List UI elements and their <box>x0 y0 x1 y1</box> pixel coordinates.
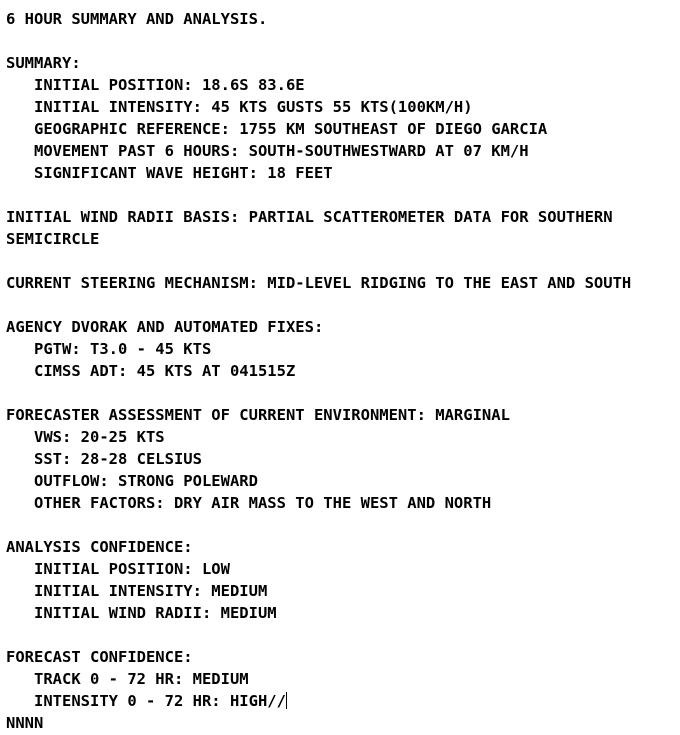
blank-line <box>6 30 674 52</box>
text-line: CIMSS ADT: 45 KTS AT 041515Z <box>6 362 296 380</box>
text-line: SST: 28-28 CELSIUS <box>6 450 202 468</box>
text-line: FORECASTER ASSESSMENT OF CURRENT ENVIRONMENT: MARGINAL <box>6 406 510 424</box>
blank-line <box>6 294 674 316</box>
text-line: INITIAL INTENSITY: 45 KTS GUSTS 55 KTS(100KM/H) <box>6 98 473 116</box>
text-line: INTENSITY 0 - 72 HR: HIGH// <box>6 692 286 710</box>
blank-line <box>6 624 674 646</box>
blank-line <box>6 514 674 536</box>
text-cursor <box>286 692 287 709</box>
text-line: CURRENT STEERING MECHANISM: MID-LEVEL RIDGING TO THE EAST AND SOUTH <box>6 274 632 292</box>
text-line: PGTW: T3.0 - 45 KTS <box>6 340 212 358</box>
document-title-line: 6 HOUR SUMMARY AND ANALYSIS. <box>6 10 268 28</box>
text-line: TRACK 0 - 72 HR: MEDIUM <box>6 670 249 688</box>
text-line: OTHER FACTORS: DRY AIR MASS TO THE WEST AND NORTH <box>6 494 492 512</box>
text-line: GEOGRAPHIC REFERENCE: 1755 KM SOUTHEAST OF DIEGO GARCIA <box>6 120 548 138</box>
text-line: INITIAL WIND RADII: MEDIUM <box>6 604 277 622</box>
blank-line <box>6 250 674 272</box>
text-line: FORECAST CONFIDENCE: <box>6 648 193 666</box>
text-line: OUTFLOW: STRONG POLEWARD <box>6 472 258 490</box>
blank-line <box>6 382 674 404</box>
text-line: INITIAL WIND RADII BASIS: PARTIAL SCATTEROMETER DATA FOR SOUTHERN <box>6 208 613 226</box>
text-line: INITIAL POSITION: LOW <box>6 560 230 578</box>
text-line: MOVEMENT PAST 6 HOURS: SOUTH-SOUTHWESTWARD AT 07 KM/H <box>6 142 529 160</box>
text-line: VWS: 20-25 KTS <box>6 428 165 446</box>
text-line: NNNN <box>6 714 44 732</box>
text-line: AGENCY DVORAK AND AUTOMATED FIXES: <box>6 318 324 336</box>
text-line: INITIAL POSITION: 18.6S 83.6E <box>6 76 305 94</box>
text-line: SIGNIFICANT WAVE HEIGHT: 18 FEET <box>6 164 333 182</box>
text-line: INITIAL INTENSITY: MEDIUM <box>6 582 268 600</box>
text-line: SEMICIRCLE <box>6 230 100 248</box>
blank-line <box>6 184 674 206</box>
text-line: ANALYSIS CONFIDENCE: <box>6 538 193 556</box>
text-line: SUMMARY: <box>6 54 81 72</box>
